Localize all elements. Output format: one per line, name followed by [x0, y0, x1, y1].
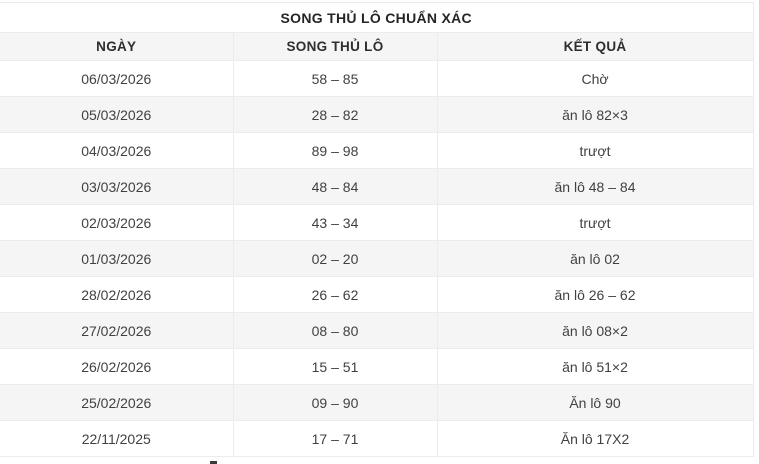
table-header-row [0, 33, 753, 61]
song-thu-lo-table [0, 2, 754, 457]
date-cell: 02/03/2026 [0, 205, 233, 241]
pair-cell: 43 – 34 [233, 205, 437, 241]
date-cell: 25/02/2026 [0, 385, 233, 421]
pair-cell: 17 – 71 [233, 421, 437, 457]
pair-cell: 28 – 82 [233, 97, 437, 133]
table-row [0, 277, 753, 313]
date-cell: 28/02/2026 [0, 277, 233, 313]
date-cell: 06/03/2026 [0, 61, 233, 97]
result-cell: ăn lô 08×2 [437, 313, 753, 349]
table-row [0, 313, 753, 349]
date-cell: 22/11/2025 [0, 421, 233, 457]
table-row [0, 385, 753, 421]
pair-cell: 02 – 20 [233, 241, 437, 277]
table-body [0, 61, 753, 457]
table-row [0, 97, 753, 133]
date-cell: 03/03/2026 [0, 169, 233, 205]
result-cell: trượt [437, 133, 753, 169]
column-header-ket-qua: KẾT QUẢ [437, 33, 753, 61]
result-cell: ăn lô 48 – 84 [437, 169, 753, 205]
pair-cell: 15 – 51 [233, 349, 437, 385]
date-cell: 01/03/2026 [0, 241, 233, 277]
table-title: SONG THỦ LÔ CHUẨN XÁC [0, 3, 753, 33]
column-header-ngay: NGÀY [0, 33, 233, 61]
date-cell: 04/03/2026 [0, 133, 233, 169]
table-row [0, 61, 753, 97]
result-cell: ăn lô 82×3 [437, 97, 753, 133]
column-header-song-thu-lo: SONG THỦ LÔ [233, 33, 437, 61]
pair-cell: 89 – 98 [233, 133, 437, 169]
result-cell: ăn lô 26 – 62 [437, 277, 753, 313]
table-row [0, 205, 753, 241]
result-cell: Ăn lô 17X2 [437, 421, 753, 457]
result-cell: ăn lô 02 [437, 241, 753, 277]
result-cell: ăn lô 51×2 [437, 349, 753, 385]
result-cell: Chờ [437, 61, 753, 97]
pair-cell: 08 – 80 [233, 313, 437, 349]
pair-cell: 58 – 85 [233, 61, 437, 97]
pair-cell: 09 – 90 [233, 385, 437, 421]
table-title-row [0, 3, 753, 33]
pair-cell: 26 – 62 [233, 277, 437, 313]
table-row [0, 241, 753, 277]
date-cell: 26/02/2026 [0, 349, 233, 385]
table-row [0, 349, 753, 385]
pair-cell: 48 – 84 [233, 169, 437, 205]
table-row [0, 169, 753, 205]
date-cell: 05/03/2026 [0, 97, 233, 133]
table-row [0, 421, 753, 457]
result-cell: trượt [437, 205, 753, 241]
table-row [0, 133, 753, 169]
result-cell: Ăn lô 90 [437, 385, 753, 421]
date-cell: 27/02/2026 [0, 313, 233, 349]
